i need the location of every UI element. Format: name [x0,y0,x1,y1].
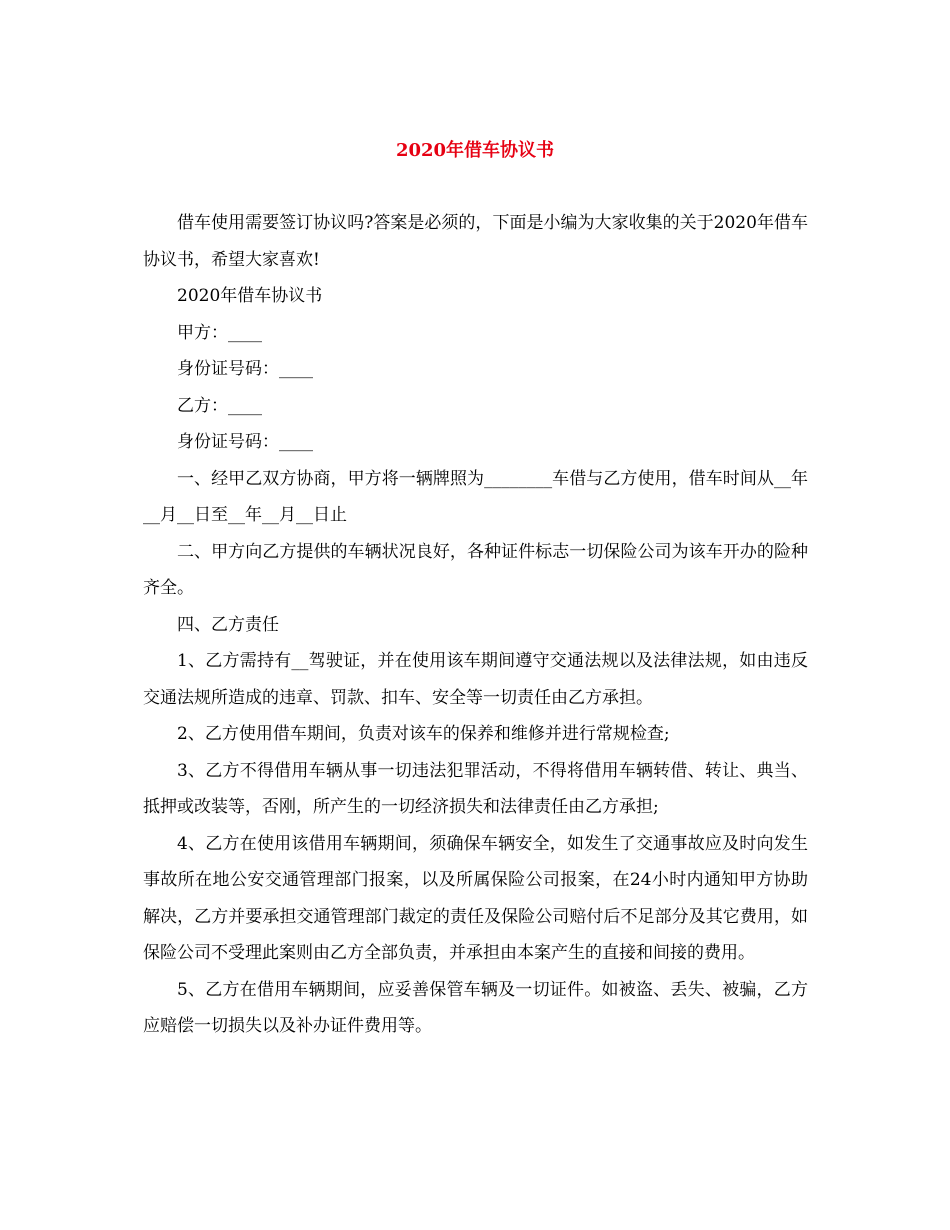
clause-2: 二、甲方向乙方提供的车辆状况良好，各种证件标志一切保险公司为该车开办的险种齐全。 [143,541,808,598]
party-b-id-line: 身份证号码：____ [177,432,313,452]
responsibility-item-1: 1、乙方需持有__驾驶证，并在使用该车期间遵守交通法规以及法律法规，如由违反交通法规所造成的违章、罚款、扣车、安全等一切责任由乙方承担。 [143,651,808,708]
intro-paragraph: 借车使用需要签订协议吗?答案是必须的，下面是小编为大家收集的关于2020年借车协议书，希望大家喜欢! [143,213,808,270]
agreement-heading: 2020年借车协议书 [177,286,323,306]
responsibility-item-4: 4、乙方在使用该借用车辆期间，须确保车辆安全，如发生了交通事故应及时向发生事故所在地公安交通管理部门报案，以及所属保险公司报案，在24小时内通知甲方协助解决，乙方并要承担交通管理部门裁定的责任及保险公司赔付后不足部分及其它费用，如保险公司不受理此案则由乙方全部负责，并承担由本案产生的直接和间接的费用。 [143,833,808,963]
responsibility-item-5: 5、乙方在借用车辆期间，应妥善保管车辆及一切证件。如被盗、丢失、被骗，乙方应赔偿一切损失以及补办证件费用等。 [143,979,808,1036]
section-heading-party-b-responsibility: 四、乙方责任 [177,614,279,635]
responsibility-item-2: 2、乙方使用借车期间，负责对该车的保养和维修并进行常规检查; [177,724,670,744]
party-b-line: 乙方：____ [177,395,262,416]
party-a-line: 甲方：____ [177,322,262,343]
document-title: 2020年借车协议书 [395,140,555,161]
document-body [143,205,808,1045]
clause-1: 一、经甲乙双方协商，甲方将一辆牌照为________车借与乙方使用，借车时间从__年__月__日至__年__月__日止 [143,468,808,525]
responsibility-item-3: 3、乙方不得借用车辆从事一切违法犯罪活动，不得将借用车辆转借、转让、典当、抵押或改装等，否刚，所产生的一切经济损失和法律责任由乙方承担; [143,760,808,817]
party-a-id-line: 身份证号码：____ [177,359,313,379]
